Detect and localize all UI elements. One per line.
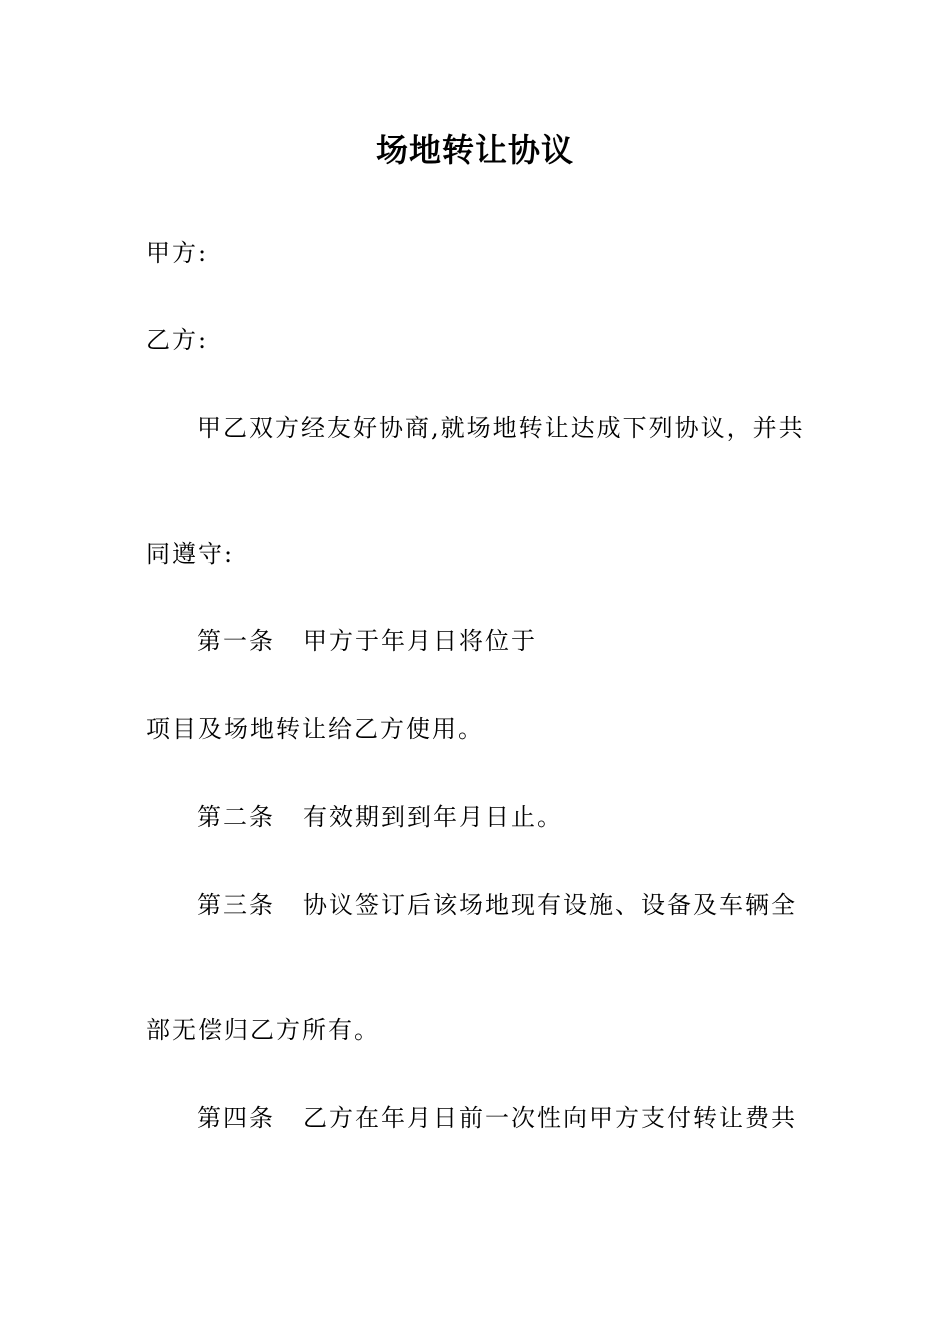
article-1: [197, 624, 537, 658]
article-2-text: 有效期到到年月日止。: [303, 803, 563, 831]
article-2: [197, 800, 563, 834]
intro-line-1: 甲乙双方经友好协商,就场地转让达成下列协议，并共: [197, 414, 805, 442]
document-title: 场地转让协议: [375, 131, 574, 169]
party-b-label: 乙方:: [146, 326, 209, 354]
article-4-text: 乙方在年月日前一次性向甲方支付转让费共: [303, 1104, 797, 1132]
article-1-text: 甲方于年月日将位于: [303, 627, 537, 655]
article-3: [197, 888, 797, 922]
article-2-label: 第二条: [197, 803, 275, 831]
article-1-label: 第一条: [197, 627, 275, 655]
article-4: [197, 1101, 797, 1135]
article-3-line-2: 部无偿归乙方所有。: [146, 1016, 380, 1044]
article-4-label: 第四条: [197, 1104, 275, 1132]
article-3-label: 第三条: [197, 891, 275, 919]
article-3-text: 协议签订后该场地现有设施、设备及车辆全: [303, 891, 797, 919]
party-a-label: 甲方:: [146, 239, 209, 267]
article-1-line-2: 项目及场地转让给乙方使用。: [146, 715, 484, 743]
intro-line-2: 同遵守:: [146, 540, 235, 568]
